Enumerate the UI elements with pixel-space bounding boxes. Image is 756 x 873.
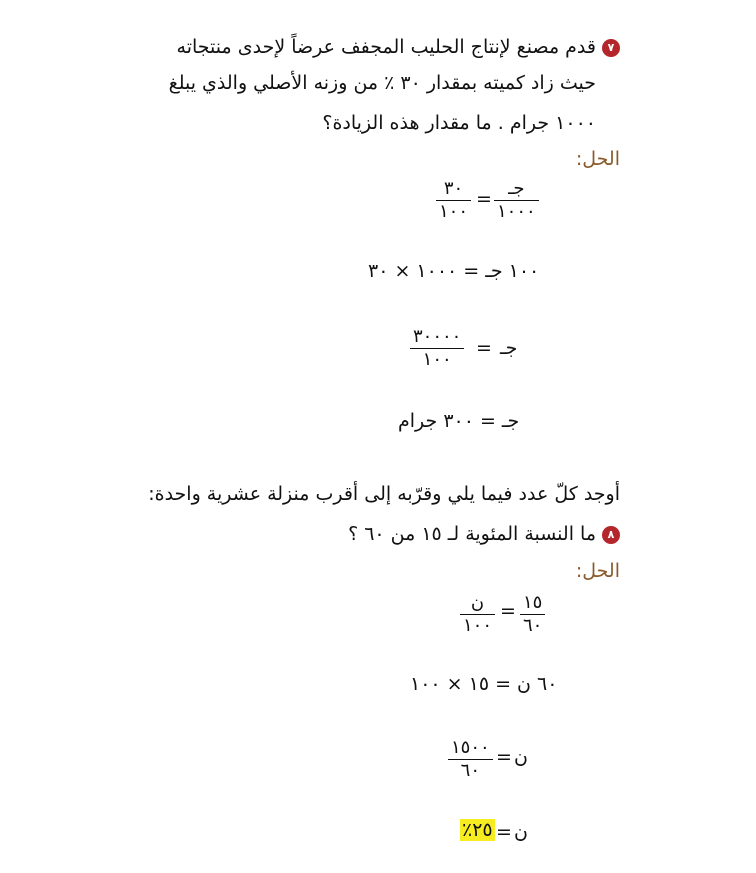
- fraction-8-step-3: [448, 737, 493, 782]
- fraction-right-8: [460, 592, 495, 637]
- variable-8-step-3: ن: [514, 746, 528, 768]
- fraction-denominator: ١٠٠٠: [497, 201, 536, 222]
- equals-sign: =: [496, 746, 512, 768]
- fraction-denominator: ٦٠: [460, 760, 480, 781]
- highlighted-answer: [460, 819, 495, 841]
- problem-7-line-3: ١٠٠٠ جرام . ما مقدار هذه الزيادة؟: [322, 112, 596, 134]
- answer-value: ٢٥٪: [462, 819, 493, 841]
- problem-8-line: [348, 523, 620, 545]
- problem-8-text: ما النسبة المئوية لـ ١٥ من ٦٠ ؟: [348, 523, 596, 545]
- fraction-numerator: ١٥: [520, 592, 545, 615]
- fraction-numerator: ن: [460, 592, 495, 615]
- fraction-left-8: [520, 592, 545, 637]
- fraction-numerator: ٣٠: [436, 178, 471, 201]
- variable-7-step-3: جـ: [500, 337, 518, 359]
- problem-7-line-1: [177, 36, 620, 58]
- problem-7-line-2: حيث زاد كميته بمقدار ٣٠ ٪ من وزنه الأصلي والذي يبلغ: [168, 72, 596, 94]
- fraction-left-7: [494, 178, 539, 223]
- equation-8-step-2: ٦٠ ن = ١٥ × ١٠٠: [410, 673, 558, 695]
- fraction-right-7: [436, 178, 471, 223]
- fraction-denominator: ١٠٠: [422, 349, 452, 370]
- equals-sign: =: [500, 600, 516, 622]
- problem-7-number-badge: ٧: [602, 39, 620, 57]
- equals-sign: =: [476, 188, 492, 210]
- instruction-text: أوجد كلّ عدد فيما يلي وقرّبه إلى أقرب منزلة عشرية واحدة:: [148, 483, 620, 505]
- fraction-denominator: ١٠٠: [463, 615, 493, 636]
- fraction-numerator: ٣٠٠٠٠: [410, 326, 464, 349]
- equals-sign: =: [496, 821, 512, 843]
- variable-8-step-4: ن: [514, 821, 528, 843]
- problem-8-number-badge: ٨: [602, 526, 620, 544]
- fraction-denominator: ١٠٠: [439, 201, 469, 222]
- fraction-7-step-3: [410, 326, 464, 371]
- fraction-numerator: ١٥٠٠: [448, 737, 493, 760]
- problem-7-text-1: قدم مصنع لإنتاج الحليب المجفف عرضاً لإحدى منتجاته: [176, 36, 596, 58]
- fraction-denominator: ٦٠: [523, 615, 543, 636]
- equation-7-step-2: ١٠٠ جـ = ١٠٠٠ × ٣٠: [368, 260, 540, 282]
- equation-7-step-4: جـ = ٣٠٠ جرام: [398, 410, 520, 432]
- fraction-numerator: جـ: [494, 178, 539, 201]
- equals-sign: =: [476, 337, 492, 359]
- solution-label-8: الحل:: [575, 560, 620, 582]
- solution-label-7: الحل:: [575, 148, 620, 170]
